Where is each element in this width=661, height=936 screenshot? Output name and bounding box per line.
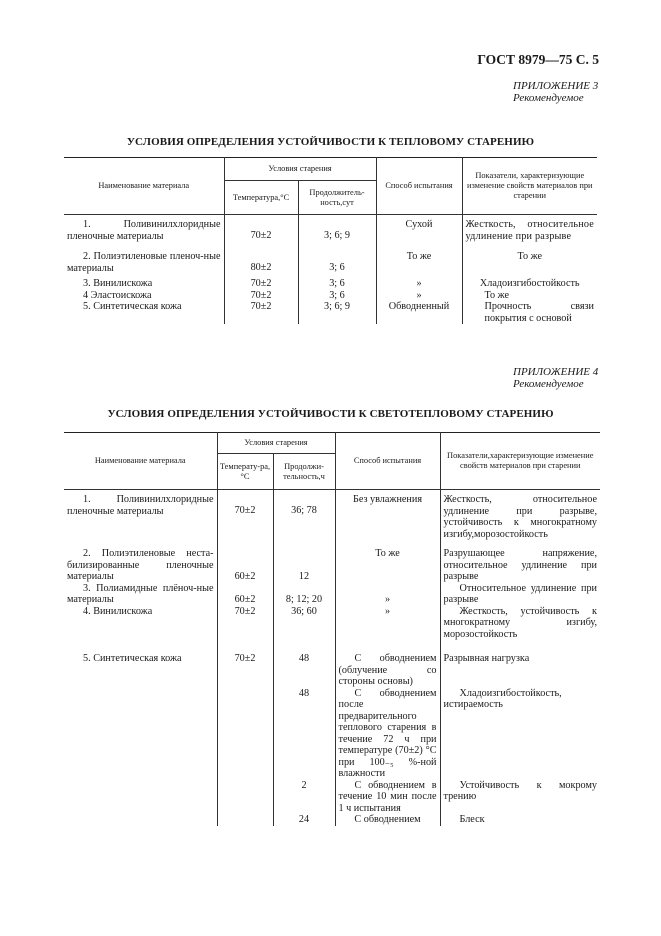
appendix-3-label-block [513,80,599,104]
row-name: 5. Синтетическая кожа [64,301,224,324]
row-duration: 24 [273,814,335,826]
row-duration: 36; 60 [273,606,335,653]
row-method: » [376,274,462,290]
row-indicators: Жесткость, относительное удлинение при разрыве, устойчивость к многократному изгибу,морозостойкость [443,494,597,540]
col-temperature: Температу-ра,°С [217,454,273,490]
row-indicators: То же [484,289,510,301]
row-indicators: Блеск [459,814,485,825]
row-temp: 60±2 [217,540,273,583]
col-duration: Продолжи-тельность,ч [273,454,335,490]
row-method: Сухой [376,215,462,243]
col-duration: Продолжитель-ность,сут [298,181,376,215]
row-duration: 2 [273,780,335,815]
col-test-method: Способ испытания [335,433,440,490]
row-indicators: Жесткость, устойчивость к многократному изгибу, морозостойкость [443,605,597,640]
row-duration: 3; 6 [298,242,376,274]
table-row [64,274,597,290]
row-indicators: Хладоизгибостойкость, истираемость [443,687,562,710]
row-temp: 60±2 [217,583,273,606]
appendix-4-sublabel: Рекомендуемое [513,378,584,390]
row-name: 2. Полиэтиленовые неста-билизированные пленочные материалы [64,540,217,583]
appendix-4-label-block [513,366,599,390]
row-name [64,780,217,815]
row-temp [217,814,273,826]
light-thermal-aging-table [64,432,600,826]
row-name: 3. Винилискожа [64,274,224,290]
row-indicators: Устойчивость к мокрому трению [443,779,597,802]
appendix-3-sublabel: Рекомендуемое [513,92,584,104]
row-temp: 70±2 [217,490,273,541]
table-row [64,688,600,780]
table-row [64,490,600,541]
row-name: 3. Полиамидные плёноч-ные материалы [64,583,217,606]
row-name: 4 Эластоискожа [64,290,224,302]
row-method: С обводнением (облучение со стороны основы) [335,652,440,688]
col-indicators: Показатели,характеризующие изменение свойств материалов при старении [440,433,600,490]
appendix-4-label: ПРИЛОЖЕНИЕ 4 [513,366,599,378]
row-indicators: Относительное удлинение при разрыве [443,582,597,605]
row-method: » [376,290,462,302]
row-method: Обводненный [376,301,462,324]
row-name [64,688,217,780]
row-indicators: Разрывная нагрузка [443,653,530,664]
row-method: С обводнением в течение 10 мин после 1 ч испытания [335,780,440,815]
row-duration: 48 [273,652,335,688]
table-row [64,780,600,815]
table-row [64,652,600,688]
row-duration: 12 [273,540,335,583]
row-name: 1. Поливинилхлоридные пленочные материалы [64,490,217,541]
col-temperature: Температура,°С [224,181,298,215]
row-name [64,814,217,826]
col-aging-conditions: Условия старения [224,158,376,181]
col-material-name: Наименование материала [64,433,217,490]
row-temp: 70±2 [224,215,298,243]
col-aging-conditions: Условия старения [217,433,335,454]
row-duration: 3; 6 [298,274,376,290]
row-method: » [335,583,440,606]
table-row [64,290,597,302]
appendix-3-label: ПРИЛОЖЕНИЕ 3 [513,80,599,92]
row-duration: 8; 12; 20 [273,583,335,606]
table-row [64,215,597,243]
row-temp: 70±2 [224,274,298,290]
row-duration: 3; 6 [298,290,376,302]
row-name: 5. Синтетическая кожа [64,652,217,688]
row-name: 1. Поливинилхлоридные пленочные материалы [64,215,224,243]
table-row [64,301,597,324]
col-test-method: Способ испытания [376,158,462,215]
row-temp: 70±2 [217,606,273,653]
col-material-name: Наименование материала [64,158,224,215]
row-indicators: То же [517,251,543,262]
row-duration: 48 [273,688,335,780]
table-row [64,606,600,653]
appendix-3-title: УСЛОВИЯ ОПРЕДЕЛЕНИЯ УСТОЙЧИВОСТИ К ТЕПЛОВОМУ СТАРЕНИЮ [126,136,535,148]
row-method: » [335,606,440,653]
row-duration: 3; 6; 9 [298,215,376,243]
row-temp: 70±2 [224,290,298,302]
row-method: То же [376,242,462,274]
row-temp: 80±2 [224,242,298,274]
row-temp [217,688,273,780]
appendix-4-title: УСЛОВИЯ ОПРЕДЕЛЕНИЯ УСТОЙЧИВОСТИ К СВЕТОТЕПЛОВОМУ СТАРЕНИЮ [107,408,554,420]
row-indicators: Жесткость, относительное удлинение при разрыве [465,219,594,242]
table-row [64,242,597,274]
row-method: С обводнением после предварительного теплового старения в течение 72 ч при температуре (70±2) °С при 100₋₅ %-ной влажности [335,688,440,780]
row-name: 2. Полиэтиленовые пленоч-ные материалы [64,242,224,274]
row-method: То же [335,540,440,583]
row-name: 4. Винилискожа [64,606,217,653]
table-row [64,583,600,606]
table-row [64,540,600,583]
row-temp: 70±2 [224,301,298,324]
table-row [64,814,600,826]
row-indicators: Хладоизгибостойкость [479,278,580,289]
page-header: ГОСТ 8979—75 С. 5 [477,52,599,67]
row-temp [217,780,273,815]
row-duration: 36; 78 [273,490,335,541]
row-duration: 3; 6; 9 [298,301,376,324]
row-indicators: Прочность связи покрытия с основой [484,301,594,324]
row-indicators: Разрушающее напряжение, относительное удлинение при разрыве [443,548,597,582]
col-indicators: Показатели, характеризующие изменение свойств материалов при старении [462,158,597,215]
row-method: С обводнением [335,814,440,826]
row-temp: 70±2 [217,652,273,688]
thermal-aging-table [64,157,597,324]
row-method: Без увлажнения [335,490,440,541]
